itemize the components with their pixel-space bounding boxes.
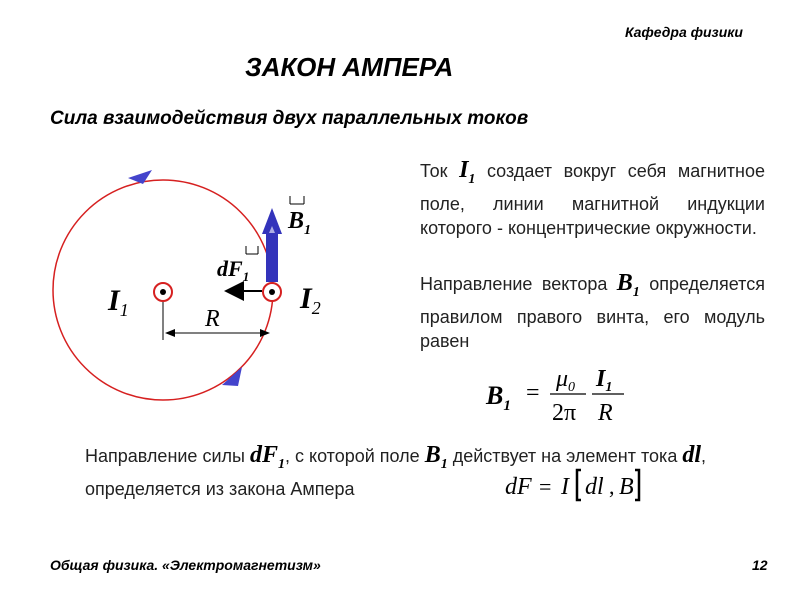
formula-b1-i1: $I_1$ bbox=[596, 366, 613, 395]
formula-amp-df: dF bbox=[505, 474, 532, 500]
formula-amp-i: I bbox=[561, 474, 569, 500]
current-i2-dot bbox=[269, 289, 275, 295]
p3-text-end: , определяется из закона Ампера bbox=[85, 446, 707, 499]
p3-symbol-b1: $B_1$ bbox=[424, 442, 448, 472]
paragraph-field-lines bbox=[420, 158, 765, 240]
current-i1-dot bbox=[160, 289, 166, 295]
formula-amp-equals: = bbox=[539, 474, 552, 499]
label-i2: $I_2$ bbox=[300, 282, 321, 318]
p2-symbol-b1: $B_1$ bbox=[616, 270, 640, 300]
formula-b1-lhs: $B_1$ bbox=[486, 381, 511, 414]
p2-text-start: Направление вектора bbox=[420, 274, 608, 294]
paragraph-b1-direction bbox=[420, 271, 765, 353]
p3-symbol-df1: $dF_1$ bbox=[249, 442, 285, 472]
p3-text-start: Направление силы bbox=[85, 446, 245, 466]
p3-text-middle: , с которой поле bbox=[284, 446, 420, 466]
p2-text-rest: определяется правилом правого винта, его модуль равен bbox=[420, 274, 765, 351]
formula-b1-r: R bbox=[598, 400, 613, 426]
ampere-diagram bbox=[0, 0, 420, 440]
formula-b1-equals: = bbox=[526, 380, 540, 406]
footer-course: Общая физика. «Электромагнетизм» bbox=[50, 557, 321, 573]
field-direction-arrow-bottom bbox=[222, 367, 242, 386]
r-arrow-left bbox=[165, 329, 175, 337]
field-direction-arrow-top bbox=[128, 170, 152, 184]
b1-vector-shaft bbox=[266, 232, 278, 282]
page-number: 12 bbox=[752, 557, 768, 573]
formula-amp-dl: dl bbox=[585, 474, 604, 500]
p3-text-acts: действует на элемент тока bbox=[452, 446, 678, 466]
formula-b1-2pi: 2π bbox=[552, 400, 577, 426]
slide-subtitle: Сила взаимодействия двух параллельных токов bbox=[50, 108, 529, 129]
p1-text-rest: создает вокруг себя магнитное поле, линии магнитной индукции которого - концентрические окружности. bbox=[420, 161, 765, 238]
p3-symbol-dl: dl bbox=[682, 442, 702, 468]
formula-amp-b: B bbox=[619, 474, 634, 500]
department-label: Кафедра физики bbox=[625, 24, 743, 40]
paragraph-force-direction bbox=[85, 443, 765, 501]
formula-amp-comma: , bbox=[609, 474, 615, 499]
label-b1: $B_1$ bbox=[288, 208, 312, 238]
p1-text-start: Ток bbox=[420, 161, 448, 181]
formula-b1 bbox=[482, 362, 652, 432]
slide-title: ЗАКОН АМПЕРА bbox=[245, 52, 454, 82]
label-df1: $dF_1$ bbox=[217, 256, 250, 284]
p1-symbol-i1: $I_1$ bbox=[459, 157, 476, 187]
formula-b1-mu: $\mu_0$ bbox=[556, 366, 576, 395]
formula-ampere-law bbox=[505, 468, 655, 504]
label-i1: $I_1$ bbox=[108, 284, 129, 320]
label-r: R bbox=[205, 306, 220, 332]
